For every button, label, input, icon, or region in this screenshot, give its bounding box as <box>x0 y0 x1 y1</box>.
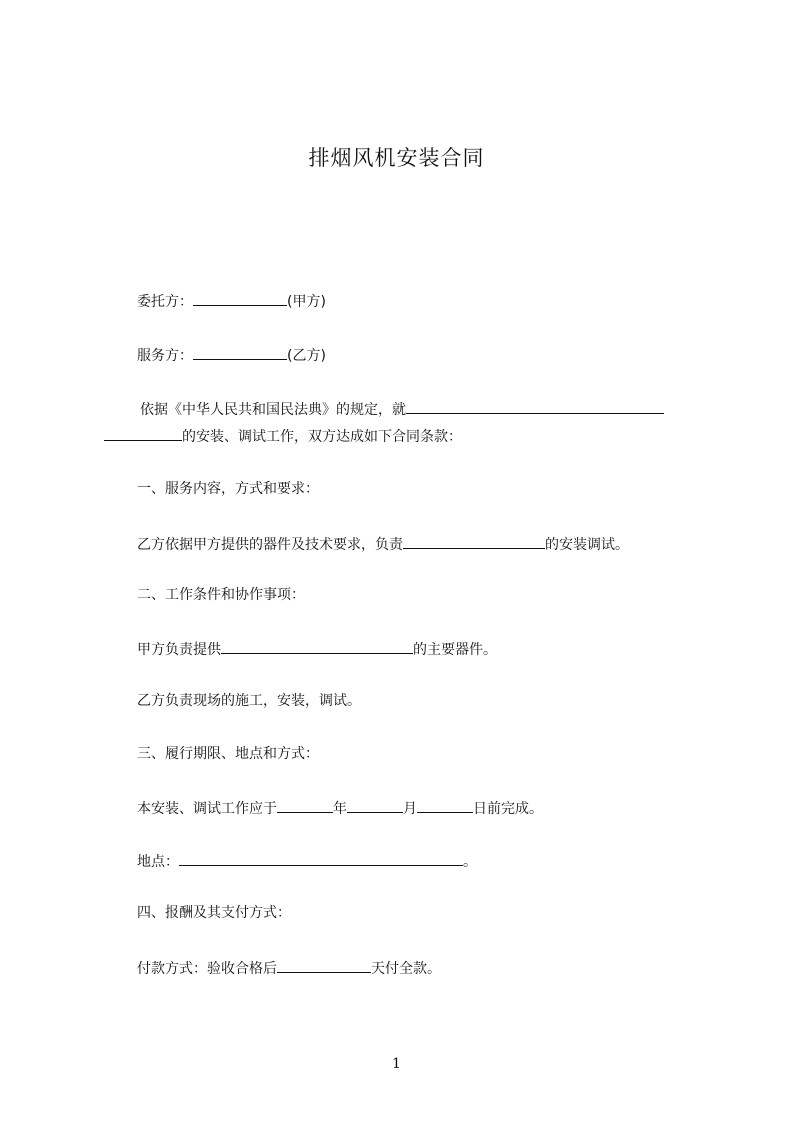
basis-continuation-text: 的安装、调试工作，双方达成如下合同条款： <box>182 429 462 445</box>
section3-deadline <box>137 797 543 819</box>
basis-line <box>140 398 664 420</box>
page-number: 1 <box>392 1056 401 1072</box>
day-label: 日前完成。 <box>473 801 543 817</box>
payment-after: 天付全款。 <box>371 961 441 977</box>
section2-text1-before: 甲方负责提供 <box>137 642 221 658</box>
day-blank[interactable] <box>417 797 473 813</box>
basis-subject-blank-continued[interactable] <box>104 425 182 441</box>
section1-text <box>137 533 629 555</box>
section2-text1-after: 的主要器件。 <box>413 642 497 658</box>
year-blank[interactable] <box>277 797 333 813</box>
client-suffix: (甲方) <box>287 294 326 310</box>
basis-text: 依据《中华人民共和国民法典》的规定，就 <box>140 402 406 418</box>
section1-equipment-blank[interactable] <box>403 533 545 549</box>
month-label: 月 <box>403 801 417 817</box>
month-blank[interactable] <box>347 797 403 813</box>
location-label: 地点： <box>137 854 179 870</box>
section3-heading: 三、履行期限、地点和方式： <box>137 746 319 762</box>
section3-location <box>137 850 477 872</box>
section4-heading: 四、报酬及其支付方式： <box>137 905 291 921</box>
section2-text1 <box>137 638 497 660</box>
document-title: 排烟风机安装合同 <box>308 146 485 170</box>
section1-text-before: 乙方依据甲方提供的器件及技术要求，负责 <box>137 537 403 553</box>
client-blank[interactable] <box>193 290 287 306</box>
location-end: 。 <box>463 854 477 870</box>
section2-text2: 乙方负责现场的施工，安装，调试。 <box>137 693 361 709</box>
provider-line <box>137 344 326 366</box>
basis-continuation-line <box>104 425 462 447</box>
client-line <box>137 290 326 312</box>
year-label: 年 <box>333 801 347 817</box>
section2-parts-blank[interactable] <box>221 638 413 654</box>
section3-deadline-before: 本安装、调试工作应于 <box>137 801 277 817</box>
basis-subject-blank[interactable] <box>406 398 664 414</box>
section2-heading: 二、工作条件和协作事项： <box>137 587 305 603</box>
provider-blank[interactable] <box>193 344 287 360</box>
client-label: 委托方： <box>137 294 193 310</box>
section1-heading: 一、服务内容，方式和要求： <box>137 481 319 497</box>
payment-before: 付款方式：验收合格后 <box>137 961 277 977</box>
section4-payment <box>137 957 441 979</box>
provider-label: 服务方： <box>137 348 193 364</box>
location-blank[interactable] <box>179 850 463 866</box>
section1-text-after: 的安装调试。 <box>545 537 629 553</box>
payment-days-blank[interactable] <box>277 957 371 973</box>
provider-suffix: (乙方) <box>287 348 326 364</box>
